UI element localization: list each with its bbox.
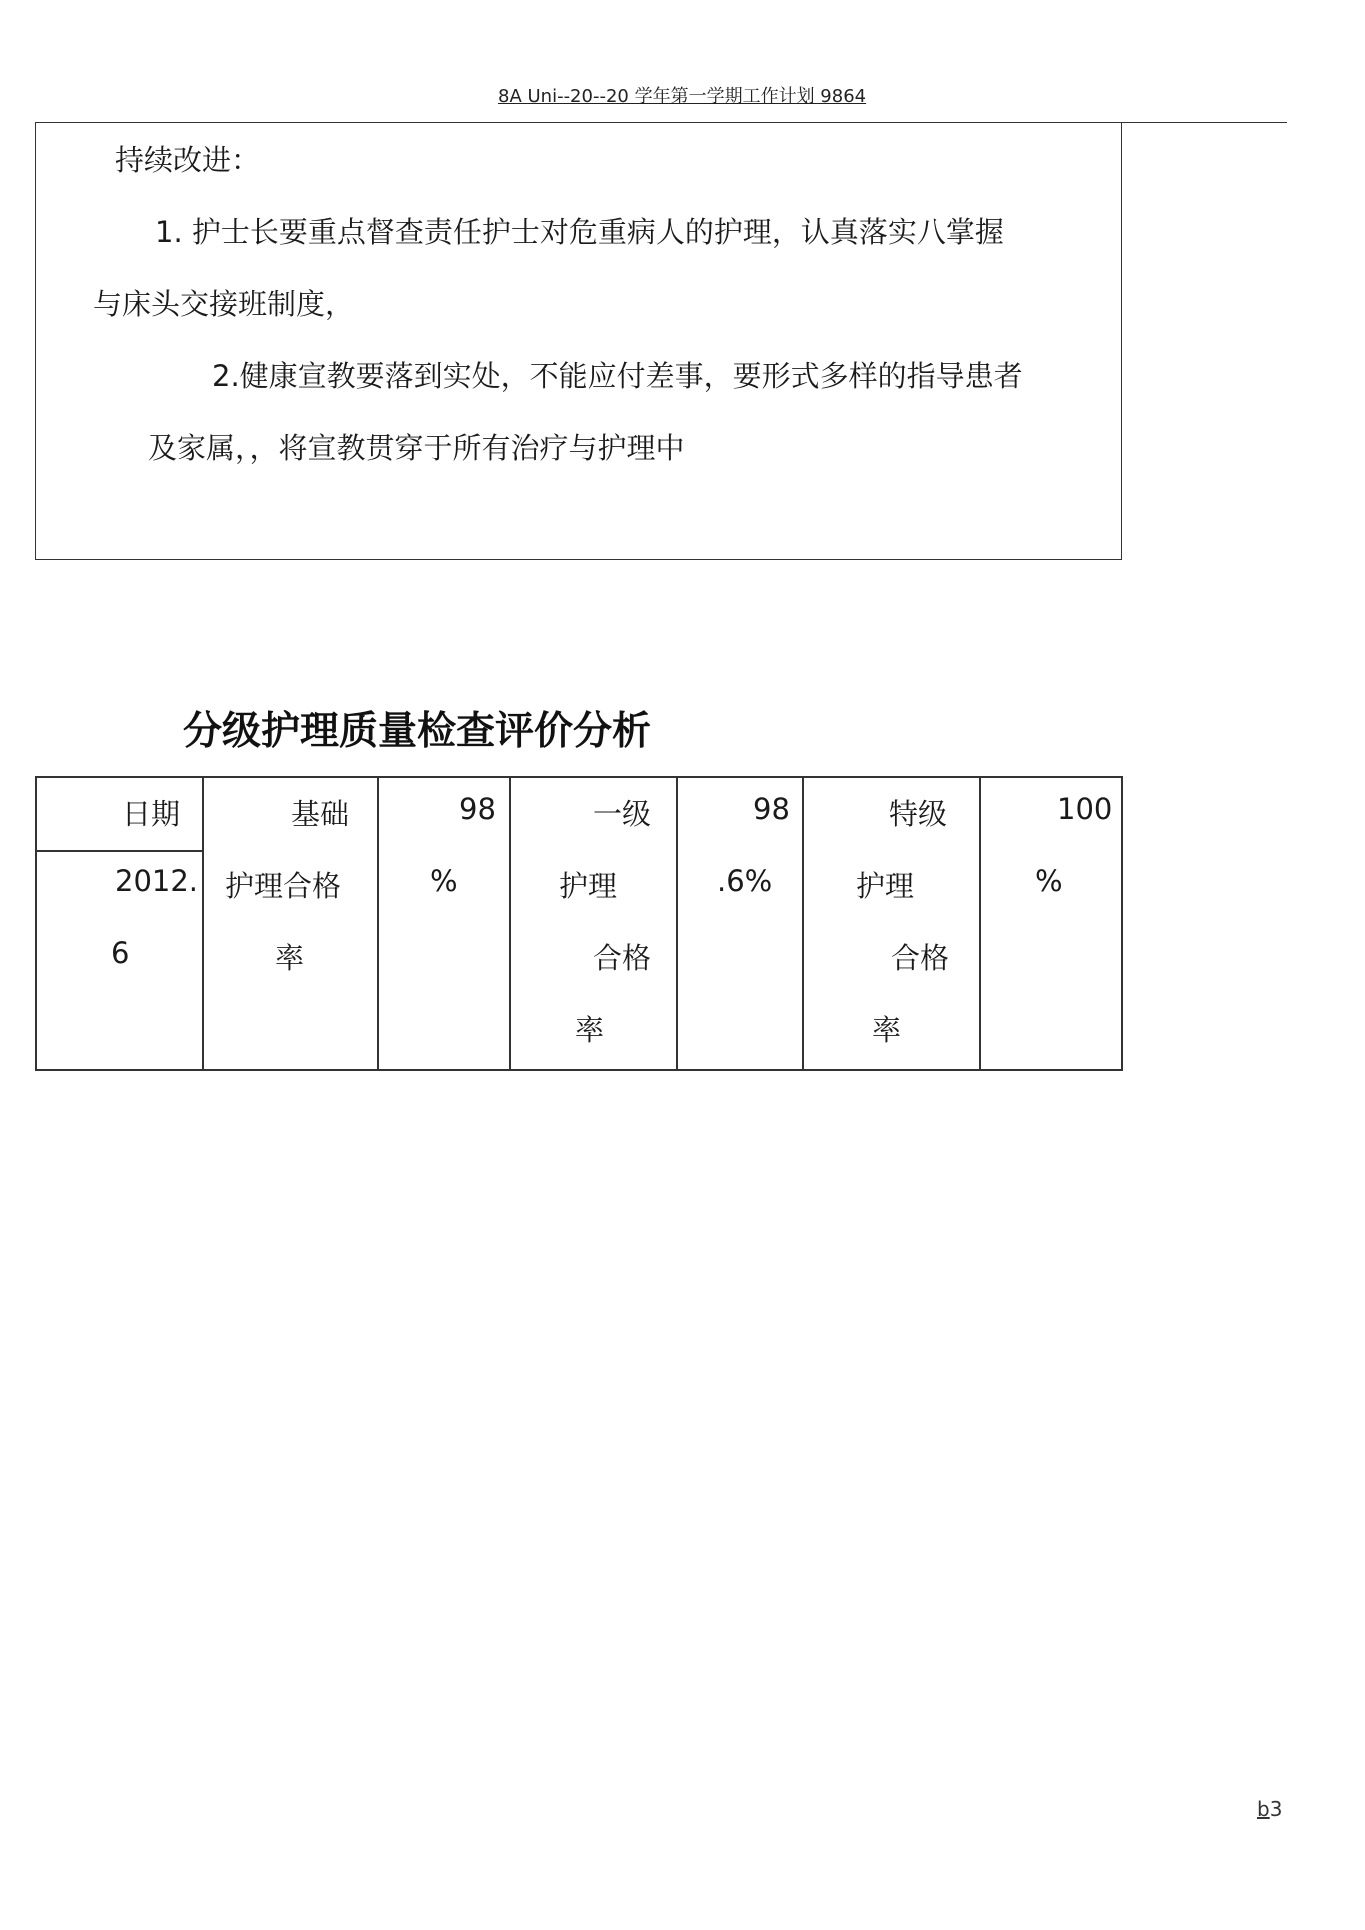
basic-value-line-1: 98 xyxy=(459,792,496,826)
improvement-item-1-line-1: 1. 护士长要重点督查责任护士对危重病人的护理，认真落实八掌握 xyxy=(155,215,1004,249)
table-col-divider xyxy=(377,776,379,1070)
special-value-line-1: 100 xyxy=(1057,792,1113,826)
table-border-left xyxy=(35,776,37,1070)
level1-label-line-4: 率 xyxy=(575,1013,605,1047)
level1-label-line-1: 一级 xyxy=(593,797,652,831)
date-value-line-1: 2012. xyxy=(115,864,199,898)
improvement-heading: 持续改进： xyxy=(115,143,261,177)
level1-value-line-2: .6% xyxy=(717,864,773,898)
special-value-line-2: % xyxy=(1035,864,1063,898)
table-col-divider xyxy=(202,776,204,1070)
level1-label-line-3: 合格 xyxy=(593,941,652,975)
special-label-line-2: 护理 xyxy=(856,869,915,903)
special-label-line-1: 特级 xyxy=(889,797,948,831)
basic-label-line-3: 率 xyxy=(275,941,305,975)
header-rule xyxy=(1122,122,1287,123)
improvement-box xyxy=(35,122,1122,560)
improvement-item-1-line-2: 与床头交接班制度， xyxy=(93,287,355,321)
table-border-right xyxy=(1121,776,1123,1070)
special-label-line-4: 率 xyxy=(872,1013,902,1047)
special-label-line-3: 合格 xyxy=(891,941,950,975)
table-col-divider xyxy=(979,776,981,1070)
basic-label-line-1: 基础 xyxy=(291,797,350,831)
section-title: 分级护理质量检查评价分析 xyxy=(183,709,652,754)
page-number xyxy=(1257,1797,1282,1821)
document-header-title: 8A Uni--20--20 学年第一学期工作计划 9864 xyxy=(498,86,867,107)
basic-label-line-2: 护理合格 xyxy=(225,869,342,903)
table-col-divider xyxy=(676,776,678,1070)
basic-value-line-2: % xyxy=(430,864,458,898)
page-number-value: 3 xyxy=(1269,1797,1283,1821)
date-value-line-2: 6 xyxy=(111,936,130,970)
level1-label-line-2: 护理 xyxy=(559,869,618,903)
table-col-divider xyxy=(802,776,804,1070)
table-border-bottom xyxy=(35,1069,1123,1071)
table-border-top xyxy=(35,776,1123,778)
quality-table xyxy=(35,776,1123,1070)
date-label: 日期 xyxy=(122,797,181,831)
page-number-prefix: b xyxy=(1257,1797,1270,1821)
improvement-item-2-line-2: 及家属，，将宣教贯穿于所有治疗与护理中 xyxy=(148,431,685,465)
improvement-item-2-line-1: 2.健康宣教要落到实处，不能应付差事，要形式多样的指导患者 xyxy=(212,359,1023,393)
level1-value-line-1: 98 xyxy=(753,792,790,826)
date-cell-divider xyxy=(35,850,203,852)
table-col-divider xyxy=(509,776,511,1070)
